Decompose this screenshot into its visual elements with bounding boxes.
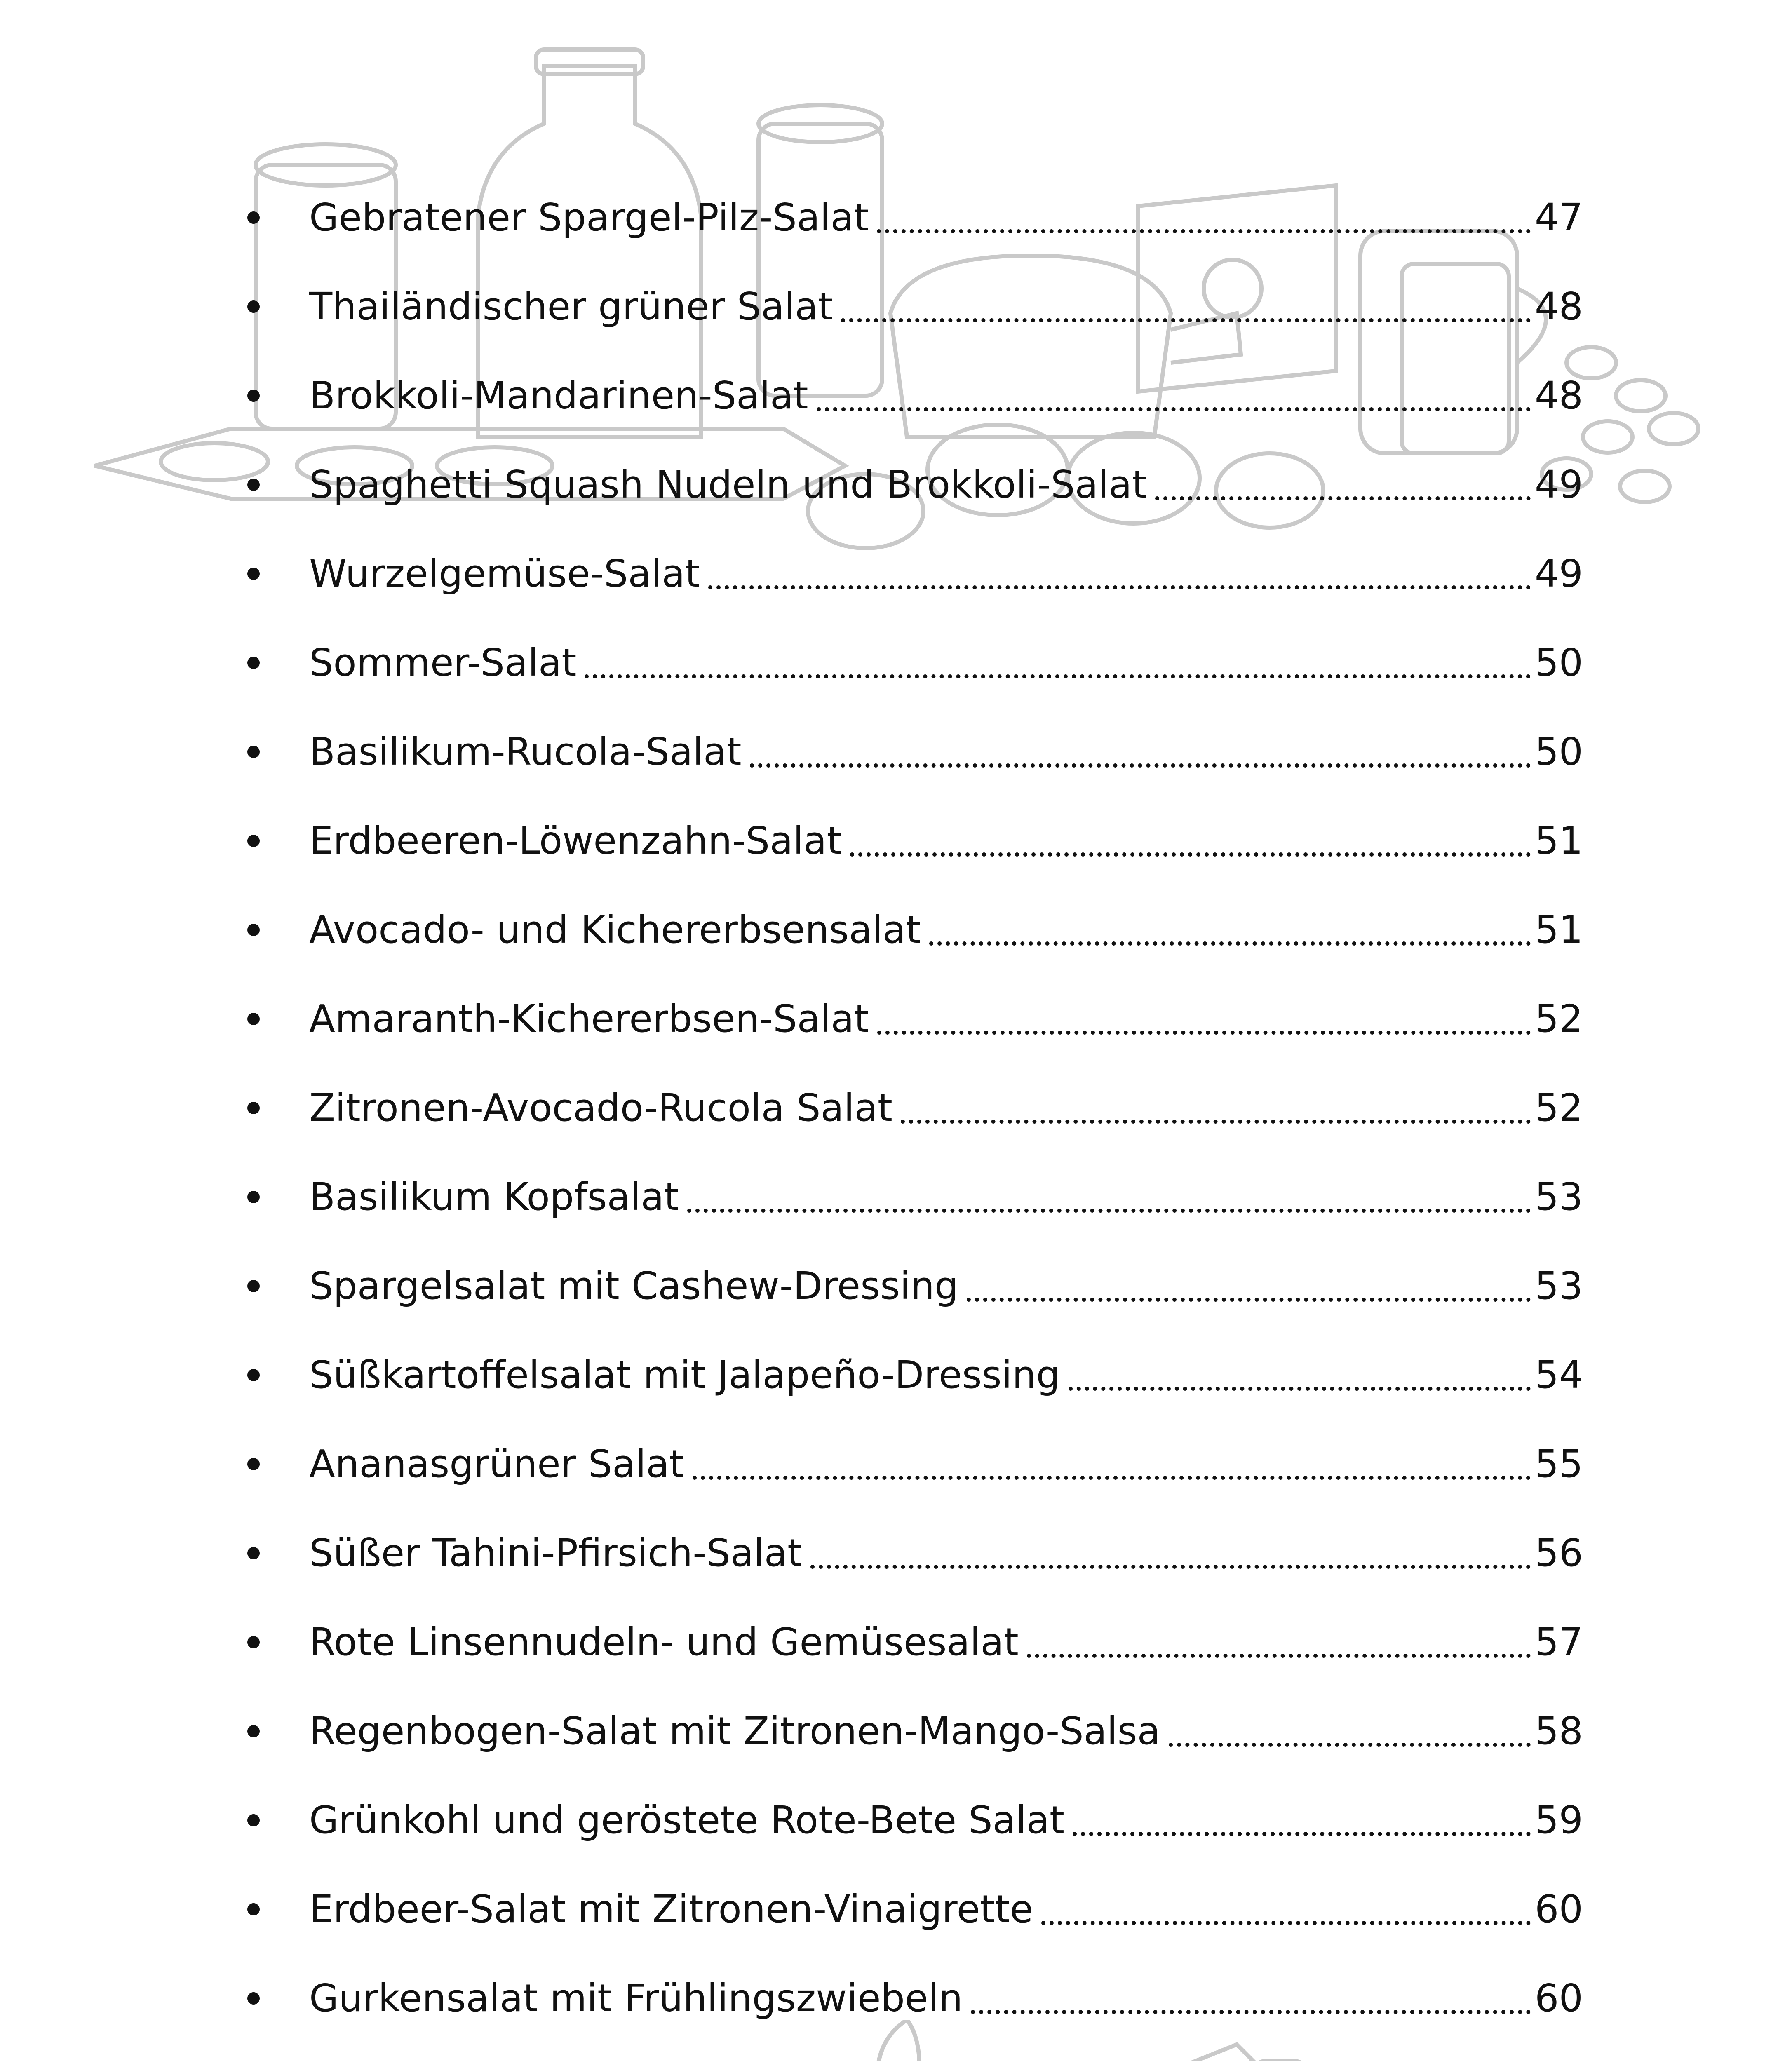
bullet-icon [247,568,260,580]
toc-entry-title: Süßkartoffelsalat mit Jalapeño-Dressing [309,1353,1060,1397]
toc-entry-title: Spargelsalat mit Cashew-Dressing [309,1264,959,1308]
bullet-icon [247,1992,260,2005]
toc-entry-title: Gurkensalat mit Frühlingszwiebeln [309,1976,963,2020]
dot-leader [1169,1743,1531,1747]
toc-entry[interactable] [231,1420,1583,1509]
dot-leader [687,1209,1531,1213]
bullet-icon [247,835,260,847]
bullet-icon [247,1458,260,1470]
toc-entry-title: Basilikum-Rucola-Salat [309,730,742,774]
toc-entry-page: 48 [1534,373,1583,418]
toc-entry-page: 51 [1534,819,1583,863]
toc-entry[interactable] [231,1242,1583,1331]
toc-entry[interactable] [231,2043,1583,2061]
dot-leader [877,1030,1531,1035]
toc-entry-page: 52 [1534,997,1583,1041]
bullet-icon [247,1725,260,1737]
dot-leader [817,407,1531,411]
toc-entry-title: Regenbogen-Salat mit Zitronen-Mango-Salsa [309,1709,1160,1753]
toc-entry[interactable] [231,1509,1583,1598]
toc-entry-title: Gebratener Spargel-Pilz-Salat [309,195,869,239]
toc-entry[interactable] [231,440,1583,529]
bullet-icon [247,1013,260,1025]
dot-leader [967,1298,1531,1302]
dot-leader [929,941,1531,946]
bullet-icon [247,211,260,224]
toc-entry-page: 60 [1534,1887,1583,1931]
bullet-icon [247,390,260,402]
toc-entry-title: Erdbeer-Salat mit Zitronen-Vinaigrette [309,1887,1033,1931]
dot-leader [901,1120,1531,1124]
dot-leader [850,852,1531,857]
toc-entry-page: 54 [1534,1353,1583,1397]
toc-entry[interactable] [231,262,1583,351]
toc-entry-page: 56 [1534,1531,1583,1575]
toc-entry[interactable] [231,1865,1583,1954]
toc-entry-title: Rote Linsennudeln- und Gemüsesalat [309,1620,1019,1664]
toc-entry[interactable] [231,885,1583,974]
toc-entry-title: Amaranth-Kichererbsen-Salat [309,997,869,1041]
toc-entry-title: Thailändischer grüner Salat [309,284,833,329]
bullet-icon [247,1814,260,1826]
toc-entry-page: 55 [1534,1442,1583,1486]
toc-entry-page: 59 [1534,1798,1583,1842]
bullet-icon [247,300,260,313]
toc-entry-title: Grünkohl und geröstete Rote-Bete Salat [309,1798,1065,1842]
toc-entry-page: 48 [1534,284,1583,329]
toc-entry-page: 58 [1534,1709,1583,1753]
toc-entry-page: 49 [1534,552,1583,596]
toc-entry[interactable] [231,1954,1583,2043]
toc-entry-title: Süßer Tahini-Pfirsich-Salat [309,1531,803,1575]
toc-entry-title: Erdbeeren-Löwenzahn-Salat [309,819,842,863]
dot-leader [971,2010,1531,2014]
bullet-icon [247,924,260,936]
toc-entry[interactable] [231,1776,1583,1865]
bullet-icon [247,1636,260,1648]
toc-entry[interactable] [231,796,1583,885]
dot-leader [810,1565,1531,1569]
bullet-icon [247,479,260,491]
dot-leader [1069,1387,1531,1391]
dot-leader [750,763,1531,768]
toc-entry-title: Spaghetti Squash Nudeln und Brokkoli-Salat [309,462,1147,507]
toc-entry-page: 50 [1534,641,1583,685]
toc-entry-page: 50 [1534,730,1583,774]
dot-leader [693,1476,1531,1480]
toc-entry[interactable] [231,974,1583,1063]
toc-entry-page: 53 [1534,1264,1583,1308]
bullet-icon [247,1280,260,1292]
toc-entry[interactable] [231,1331,1583,1420]
toc-entry[interactable] [231,1063,1583,1153]
dot-leader [841,318,1531,322]
toc-entry-page: 52 [1534,1086,1583,1130]
toc-entry-page: 57 [1534,1620,1583,1664]
toc-entry[interactable] [231,173,1583,262]
bullet-icon [247,1191,260,1203]
dot-leader [585,674,1531,678]
dot-leader [1027,1654,1531,1658]
toc-entry-page: 53 [1534,1175,1583,1219]
toc-entry-title: Brokkoli-Mandarinen-Salat [309,373,808,418]
toc-entry[interactable] [231,1598,1583,1687]
toc-entry-title: Avocado- und Kichererbsensalat [309,908,921,952]
toc-entry[interactable] [231,618,1583,707]
toc-entry-title: Zitronen-Avocado-Rucola Salat [309,1086,892,1130]
toc-entry-page: 47 [1534,195,1583,239]
bullet-icon [247,1102,260,1114]
toc-entry-title: Basilikum Kopfsalat [309,1175,679,1219]
toc-entry[interactable] [231,707,1583,796]
toc-entry-page: 51 [1534,908,1583,952]
bullet-icon [247,1547,260,1559]
dot-leader [1073,1832,1531,1836]
toc-entry[interactable] [231,351,1583,440]
table-of-contents [231,173,1583,2061]
toc-entry[interactable] [231,1687,1583,1776]
toc-entry-title: Ananasgrüner Salat [309,1442,684,1486]
toc-entry-page: 49 [1534,462,1583,507]
dot-leader [877,229,1531,233]
dot-leader [1155,496,1531,500]
bullet-icon [247,1903,260,1915]
dot-leader [1041,1921,1531,1925]
toc-entry[interactable] [231,1153,1583,1242]
toc-entry-title: Sommer-Salat [309,641,577,685]
bullet-icon [247,746,260,758]
toc-entry[interactable] [231,529,1583,618]
bullet-icon [247,1369,260,1381]
toc-entry-title: Wurzelgemüse-Salat [309,552,700,596]
bullet-icon [247,657,260,669]
toc-entry-page: 60 [1534,1976,1583,2020]
dot-leader [708,585,1531,589]
